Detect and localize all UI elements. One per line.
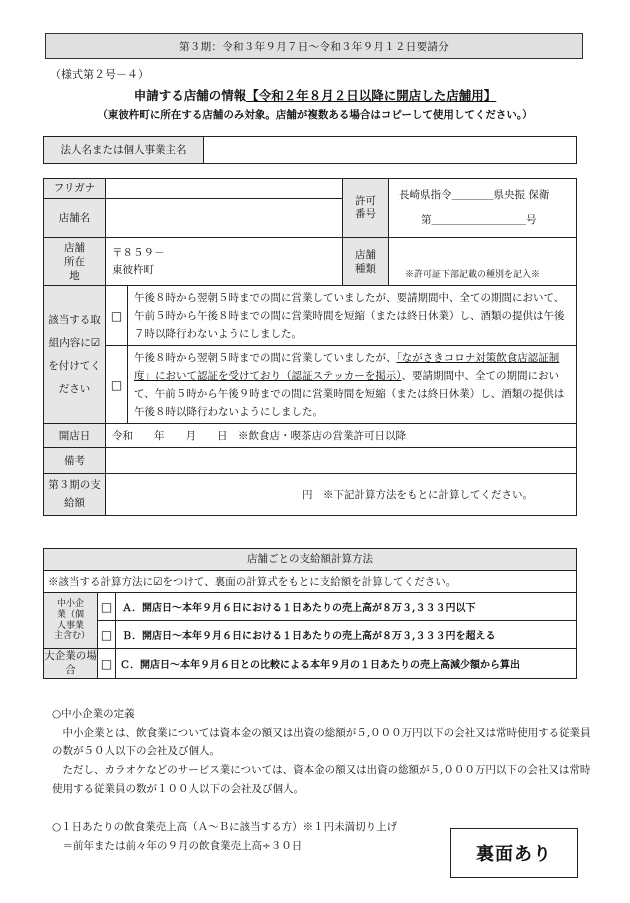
daily-sales-line1: ○１日あたりの飲食業売上高（Ａ〜Ｂに該当する方）※１円未満切り上げ	[52, 821, 398, 833]
postal-code: 〒８５９－	[112, 247, 165, 260]
option2-checkbox[interactable]: □	[106, 346, 128, 424]
corp-name-field[interactable]	[204, 137, 577, 164]
address-field[interactable]	[106, 238, 343, 286]
method-a-checkbox[interactable]: □	[98, 593, 116, 621]
amount-field[interactable]: 円 ※下記計算方法をもとに計算してください。	[106, 474, 577, 516]
calc-title: 店舗ごとの支給額計算方法	[44, 549, 577, 571]
daily-sales-line2: ＝前年または前々年の９月の飲食業売上高÷３０日	[52, 839, 303, 852]
corp-name-table	[43, 136, 577, 164]
title-target: 【令和２年８月２日以降に開店した店舗用】	[246, 88, 497, 103]
permit-label	[343, 179, 389, 238]
sme-definition-p1: 中小企業とは、飲食業については資本金の額又は出資の総額が５,０００万円以下の会社又は常時使用する従業員の数が５０人以下の会社及び個人。	[52, 726, 591, 758]
large-label: 大企業の場合	[44, 649, 98, 679]
option2-text	[128, 346, 577, 424]
calc-method-table	[43, 548, 577, 679]
permit-number-field[interactable]	[389, 179, 577, 238]
period-text: 第３期：令和３年９月７日〜令和３年９月１２日要請分	[179, 40, 449, 53]
remarks-label: 備考	[44, 448, 106, 474]
option1-text: 午後８時から翌朝５時までの間に営業していましたが、要請期間中、全ての期間において、午前５時から午後８時までの間に営業時間を短縮（または終日休業）し、酒類の提供は午後７時以降行わないようにしました。	[128, 286, 577, 346]
calc-note: ※該当する計算方法に☑をつけて、裏面の計算式をもとに支給額を計算してください。	[44, 571, 577, 593]
open-date-label: 開店日	[44, 424, 106, 448]
method-a-text: Ａ．開店日〜本年９月６日における１日あたりの売上高が８万３,３３３円以下	[116, 593, 577, 621]
page-title	[0, 86, 630, 104]
form-number: （様式第２号－４）	[50, 68, 149, 81]
permit-label-text: 許可番号	[355, 194, 376, 221]
option2-certification: 「ながさきコロナ対策飲食店認証制度」において認証を受けており（認証ステッカーを掲示）	[134, 351, 560, 382]
open-date-field[interactable]: 令和 年 月 日 ※飲食店・喫茶店の営業許可日以降	[106, 424, 577, 448]
option2-part-b: 、要請期間中、全ての期間において、午前５時から午後９時までの間に営業時間を短縮（または終日休業）し、酒類の提供は午後８時以降行わないようにしました。	[134, 369, 565, 418]
sme-definition-p2: ただし、カラオケなどのサービス業については、資本金の額又は出資の総額が５,０００万円以下の会社又は常時使用する従業員の数が１００人以下の会社及び個人。	[52, 764, 591, 795]
sme-definition-heading: ○中小企業の定義	[52, 708, 135, 720]
amount-label: 第３期の支給額	[44, 474, 106, 516]
back-side-notice: 裏面あり	[450, 828, 578, 878]
permit-line-1: 長崎県指令＿＿＿＿県央振 保衛	[399, 189, 550, 201]
store-kind-note: ※許可証下部記載の種別を記入※	[405, 270, 541, 281]
store-info-table	[43, 178, 577, 516]
remarks-field[interactable]	[106, 448, 577, 474]
store-kind-label-text: 店舗種類	[355, 248, 376, 275]
option2-part-a: 午後８時から翌朝５時までの間に営業していましたが、	[134, 351, 397, 364]
store-name-field[interactable]	[106, 198, 343, 238]
store-kind-field[interactable]	[389, 238, 577, 286]
town-name: 東彼杵町	[112, 263, 154, 276]
store-name-label: 店舗名	[44, 198, 106, 238]
method-b-text: Ｂ．開店日〜本年９月６日における１日あたりの売上高が８万３,３３３円を超える	[116, 621, 577, 649]
title-main: 申請する店舗の情報	[133, 88, 247, 103]
sme-definition	[52, 705, 592, 798]
furigana-field[interactable]	[106, 179, 343, 199]
option1-checkbox[interactable]: □	[106, 286, 128, 346]
sme-label: 中小企業（個人事業主含む）	[44, 593, 98, 649]
permit-line-2: 第＿＿＿＿＿＿＿＿＿号	[421, 214, 537, 227]
page-subtitle: （東彼杵町に所在する店舗のみ対象。店舗が複数ある場合はコピーして使用してください。）	[97, 109, 533, 121]
corp-name-label: 法人名または個人事業主名	[44, 137, 204, 164]
content-label: 該当する取組内容に☑を付けてください	[44, 286, 106, 424]
address-label-text: 店舗所在地	[64, 241, 85, 282]
method-c-text: Ｃ．開店日〜本年９月６日との比較による本年９月の１日あたりの売上高減少額から算出	[116, 649, 577, 679]
period-banner	[45, 33, 583, 59]
store-kind-label	[343, 238, 389, 286]
furigana-label: フリガナ	[44, 179, 106, 199]
address-label	[44, 238, 106, 286]
method-b-checkbox[interactable]: □	[98, 621, 116, 649]
daily-sales-formula	[52, 818, 452, 855]
method-c-checkbox[interactable]: □	[98, 649, 116, 679]
